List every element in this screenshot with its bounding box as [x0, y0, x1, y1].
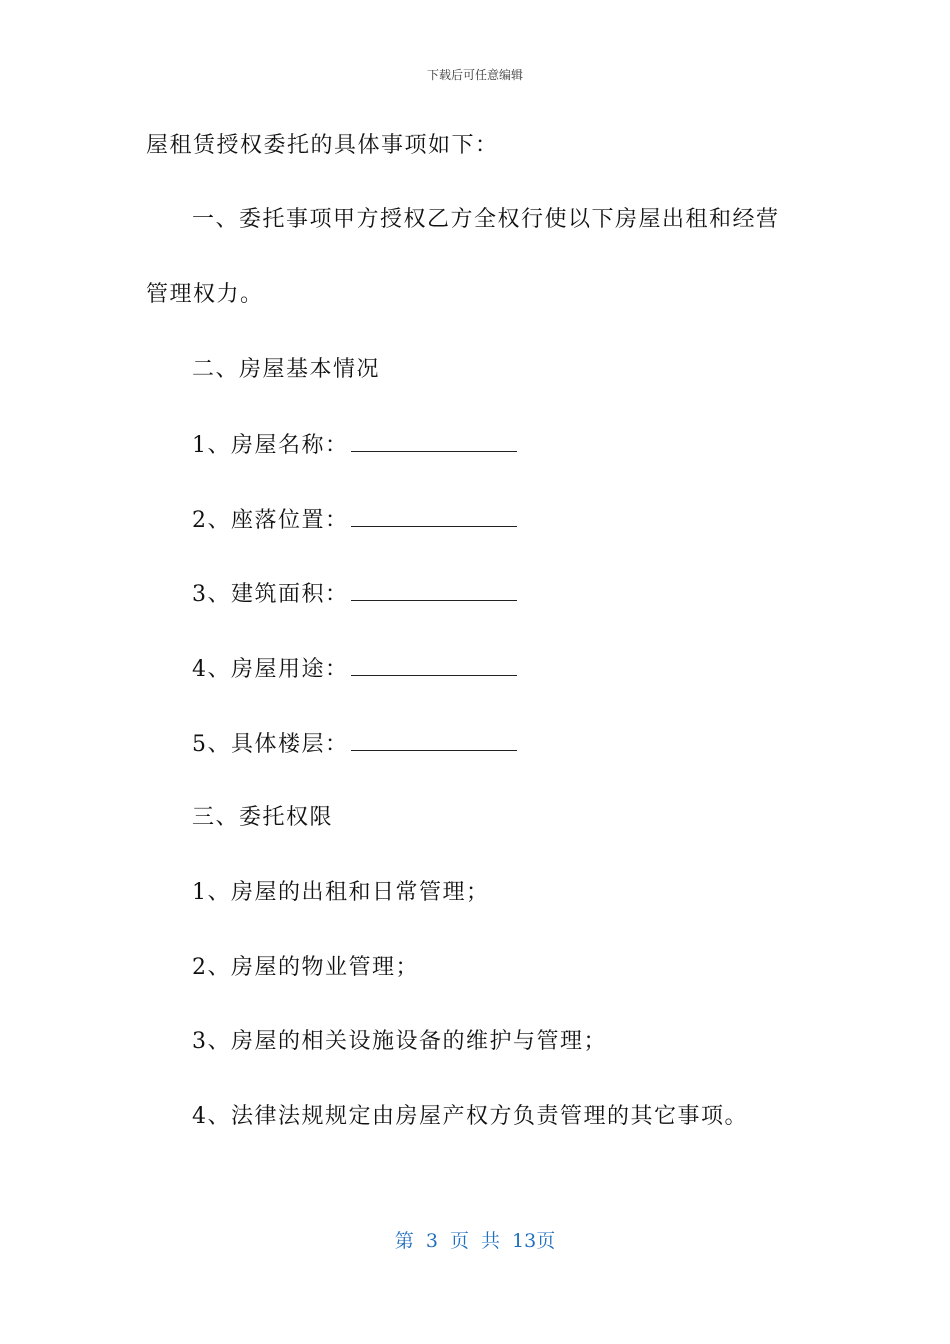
property-item-label: 4、房屋用途： — [192, 657, 349, 682]
page-header: 下载后可任意编辑 — [426, 68, 523, 82]
fill-in-blank — [351, 580, 517, 601]
fill-in-blank — [351, 730, 517, 751]
property-item-label: 2、座落位置： — [192, 508, 349, 533]
property-item-location — [192, 506, 517, 535]
authority-item: 1、房屋的出租和日常管理； — [192, 880, 490, 905]
property-item-label: 3、建筑面积： — [192, 582, 349, 607]
property-item-area — [192, 580, 517, 609]
section-1-line-1: 一、委托事项甲方授权乙方全权行使以下房屋出租和经营 — [192, 207, 780, 232]
fill-in-blank — [351, 431, 517, 452]
property-item-label: 1、房屋名称： — [192, 433, 349, 458]
property-item-label: 5、具体楼层： — [192, 732, 349, 757]
intro-paragraph: 屋租赁授权委托的具体事项如下： — [146, 133, 499, 158]
property-item-usage — [192, 655, 517, 684]
property-item-name — [192, 431, 517, 460]
property-item-floor — [192, 730, 517, 759]
fill-in-blank — [351, 655, 517, 676]
authority-item: 2、房屋的物业管理； — [192, 955, 419, 980]
authority-item: 3、房屋的相关设施设备的维护与管理； — [192, 1029, 607, 1054]
section-3-title: 三、委托权限 — [192, 805, 334, 830]
page-number-footer: 第 3 页 共 13页 — [394, 1230, 556, 1252]
authority-item: 4、法律法规规定由房屋产权方负责管理的其它事项。 — [192, 1104, 748, 1129]
section-2-title: 二、房屋基本情况 — [192, 357, 381, 382]
fill-in-blank — [351, 506, 517, 527]
section-1-line-2: 管理权力。 — [146, 282, 264, 307]
